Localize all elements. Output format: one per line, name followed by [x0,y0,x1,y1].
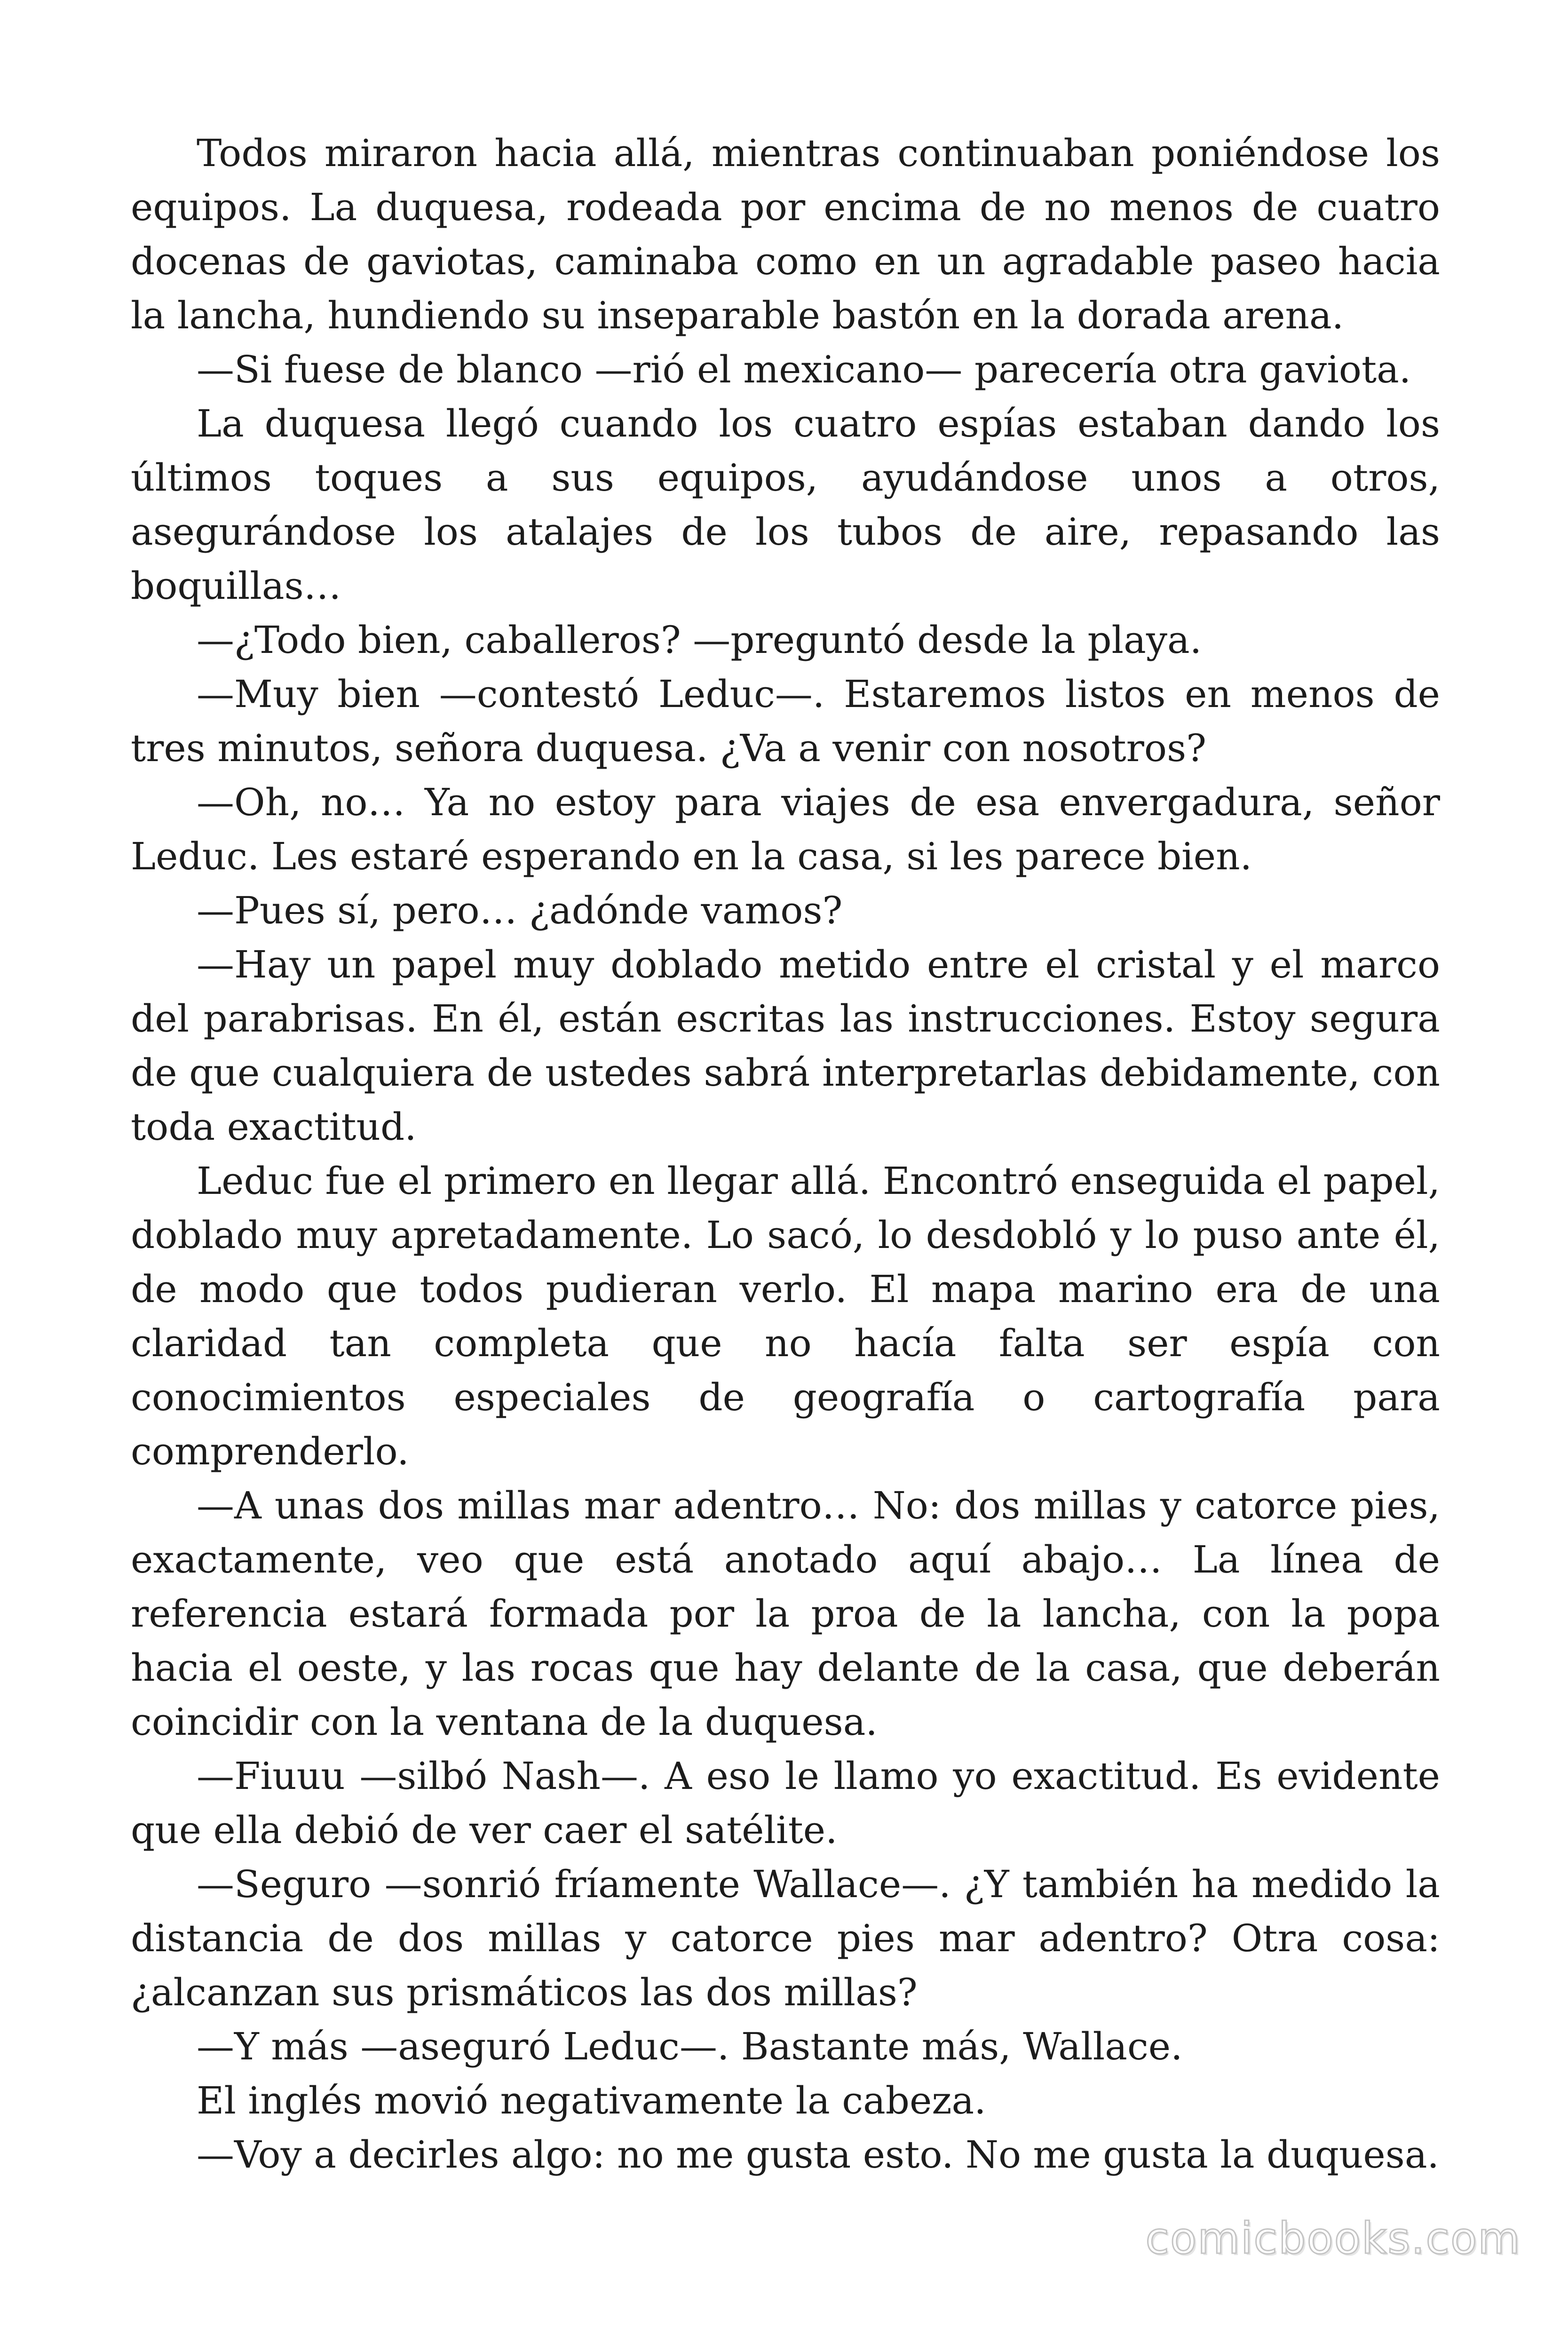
paragraph: —Oh, no… Ya no estoy para viajes de esa envergadura, señor Leduc. Les estaré esperando en la casa, si les parece bien. [131,780,1440,878]
paragraph: Leduc fue el primero en llegar allá. Encontró enseguida el papel, doblado muy apretadamente. Lo sacó, lo desdobló y lo puso ante él, de modo que todos pudieran verlo. El mapa marino era de una claridad tan completa que no hacía falta ser espía con conocimientos especiales de geografía o cartografía para comprenderlo. [131,1159,1440,1473]
paragraph: Todos miraron hacia allá, mientras continuaban poniéndose los equipos. La duquesa, rodeada por encima de no menos de cuatro docenas de gaviotas, caminaba como en un agradable paseo hacia la lancha, hundiendo su inseparable bastón en la dorada arena. [131,131,1440,337]
paragraph: —Pues sí, pero… ¿adónde vamos? [197,889,843,932]
paragraph: —Hay un papel muy doblado metido entre el cristal y el marco del parabrisas. En él, están escritas las instrucciones. Estoy segura de que cualquiera de ustedes sabrá interpretarlas debidamente, con toda exactitud. [131,943,1440,1149]
paragraph: El inglés movió negativamente la cabeza. [197,2079,986,2122]
paragraph: —Fiuuu —silbó Nash—. A eso le llamo yo exactitud. Es evidente que ella debió de ver caer el satélite. [131,1754,1440,1852]
paragraph: La duquesa llegó cuando los cuatro espías estaban dando los últimos toques a sus equipos, ayudándose unos a otros, asegurándose los atalajes de los tubos de aire, repasando las boquillas… [131,402,1440,608]
paragraph: —A unas dos millas mar adentro… No: dos millas y catorce pies, exactamente, veo que está anotado aquí abajo… La línea de referencia estará formada por la proa de la lancha, con la popa hacia el oeste, y las rocas que hay delante de la casa, que deberán coincidir con la ventana de la duquesa. [131,1484,1440,1744]
paragraph: —Y más —aseguró Leduc—. Bastante más, Wallace. [197,2025,1183,2068]
paragraph: —Voy a decirles algo: no me gusta esto. No me gusta la duquesa. [197,2133,1439,2177]
body-text [131,126,1440,2182]
paragraph: —Muy bien —contestó Leduc—. Estaremos listos en menos de tres minutos, señora duquesa. ¿Va a venir con nosotros? [131,672,1440,770]
paragraph: —¿Todo bien, caballeros? —preguntó desde la playa. [197,618,1202,662]
paragraph: —Seguro —sonrió fríamente Wallace—. ¿Y también ha medido la distancia de dos millas y catorce pies mar adentro? Otra cosa: ¿alcanzan sus prismáticos las dos millas? [131,1862,1440,2014]
site-watermark: comicbooks.com [1145,2213,1521,2264]
paragraph: —Si fuese de blanco —rió el mexicano— parecería otra gaviota. [197,348,1411,391]
